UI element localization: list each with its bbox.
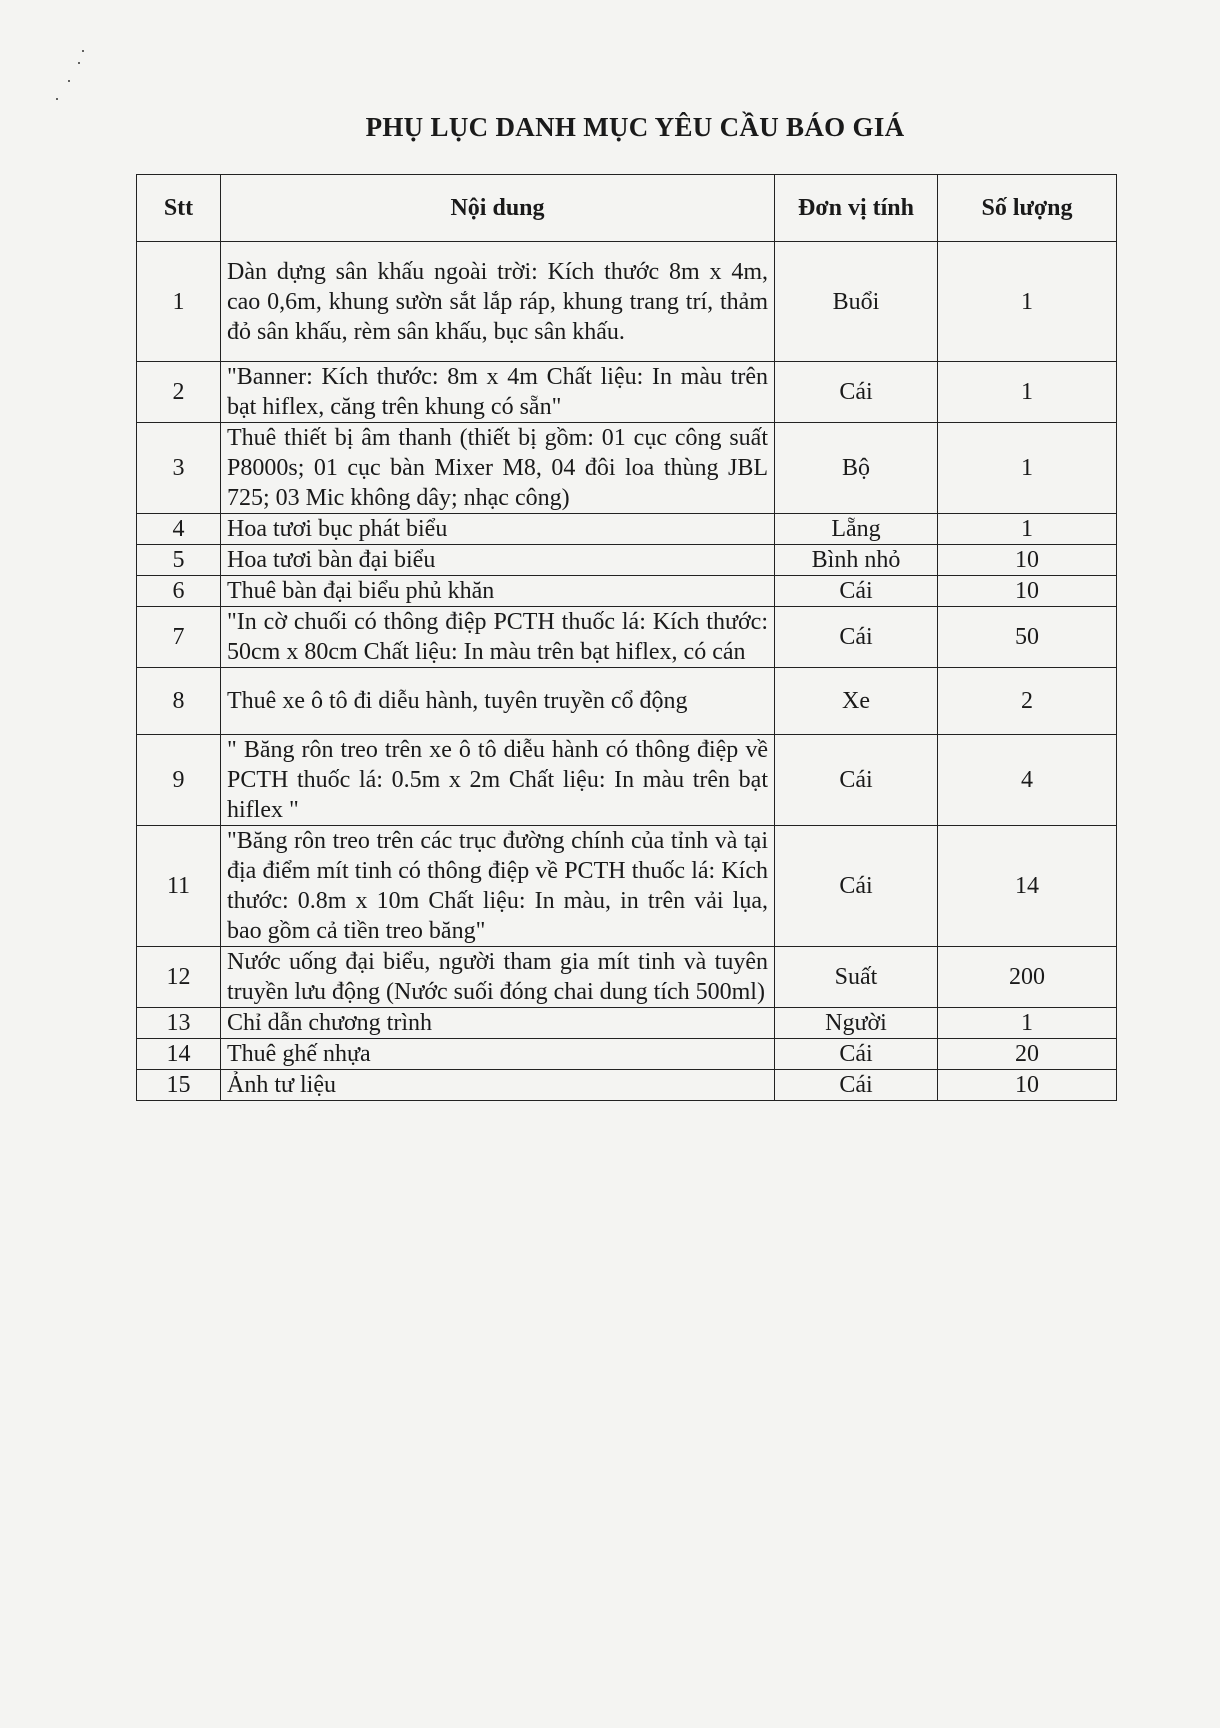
row-content: Nước uống đại biểu, người tham gia mít tinh và tuyên truyền lưu động (Nước suối đóng chai dung tích 500ml) xyxy=(221,947,775,1008)
row-unit: Người xyxy=(775,1008,938,1039)
row-content: "Băng rôn treo trên các trục đường chính của tỉnh và tại địa điểm mít tinh có thông điệp về PCTH thuốc lá: Kích thước: 0.8m x 10m Chất liệu: In màu, in trên vải lụa, bao gồm cả tiền treo băng" xyxy=(221,826,775,947)
row-quantity: 1 xyxy=(938,514,1117,545)
row-quantity: 10 xyxy=(938,545,1117,576)
row-quantity: 10 xyxy=(938,1070,1117,1101)
table-row xyxy=(137,576,1117,607)
table-row xyxy=(137,514,1117,545)
row-stt: 6 xyxy=(137,576,221,607)
row-stt: 14 xyxy=(137,1039,221,1070)
header-stt: Stt xyxy=(137,175,221,242)
row-stt: 13 xyxy=(137,1008,221,1039)
row-content: "Banner: Kích thước: 8m x 4m Chất liệu: In màu trên bạt hiflex, căng trên khung có sẵn" xyxy=(221,362,775,423)
row-content: Dàn dựng sân khấu ngoài trời: Kích thước 8m x 4m, cao 0,6m, khung sườn sắt lắp ráp, khung trang trí, thảm đỏ sân khấu, rèm sân khấu, bục sân khấu. xyxy=(221,242,775,362)
table-row xyxy=(137,1008,1117,1039)
row-quantity: 2 xyxy=(938,668,1117,735)
table-row xyxy=(137,1070,1117,1101)
row-quantity: 200 xyxy=(938,947,1117,1008)
table-row xyxy=(137,362,1117,423)
row-stt: 4 xyxy=(137,514,221,545)
row-stt: 12 xyxy=(137,947,221,1008)
row-stt: 3 xyxy=(137,423,221,514)
row-quantity: 1 xyxy=(938,423,1117,514)
row-unit: Cái xyxy=(775,826,938,947)
row-stt: 8 xyxy=(137,668,221,735)
row-unit: Cái xyxy=(775,362,938,423)
row-content: "In cờ chuối có thông điệp PCTH thuốc lá: Kích thước: 50cm x 80cm Chất liệu: In màu trên bạt hiflex, có cán xyxy=(221,607,775,668)
table-row xyxy=(137,947,1117,1008)
row-unit: Buổi xyxy=(775,242,938,362)
table-row xyxy=(137,545,1117,576)
row-stt: 2 xyxy=(137,362,221,423)
quote-table xyxy=(136,174,1117,1101)
row-unit: Bình nhỏ xyxy=(775,545,938,576)
table-row xyxy=(137,668,1117,735)
row-unit: Xe xyxy=(775,668,938,735)
row-stt: 7 xyxy=(137,607,221,668)
row-unit: Cái xyxy=(775,1070,938,1101)
row-content: Thuê thiết bị âm thanh (thiết bị gồm: 01 cục công suất P8000s; 01 cục bàn Mixer M8, 04 đôi loa thùng JBL 725; 03 Mic không dây; nhạc công) xyxy=(221,423,775,514)
row-unit: Cái xyxy=(775,1039,938,1070)
table-header-row xyxy=(137,175,1117,242)
table-row xyxy=(137,242,1117,362)
row-quantity: 10 xyxy=(938,576,1117,607)
row-stt: 11 xyxy=(137,826,221,947)
table-row xyxy=(137,1039,1117,1070)
row-quantity: 1 xyxy=(938,242,1117,362)
row-stt: 5 xyxy=(137,545,221,576)
row-content: Thuê ghế nhựa xyxy=(221,1039,775,1070)
row-stt: 9 xyxy=(137,735,221,826)
row-quantity: 1 xyxy=(938,1008,1117,1039)
row-content: Thuê bàn đại biểu phủ khăn xyxy=(221,576,775,607)
row-content: Thuê xe ô tô đi diễu hành, tuyên truyền cổ động xyxy=(221,668,775,735)
table-row xyxy=(137,826,1117,947)
scan-specks xyxy=(48,48,88,108)
header-unit: Đơn vị tính xyxy=(775,175,938,242)
row-quantity: 1 xyxy=(938,362,1117,423)
header-quantity: Số lượng xyxy=(938,175,1117,242)
row-content: Chỉ dẫn chương trình xyxy=(221,1008,775,1039)
row-content: Hoa tươi bàn đại biểu xyxy=(221,545,775,576)
row-quantity: 14 xyxy=(938,826,1117,947)
page-title: PHỤ LỤC DANH MỤC YÊU CẦU BÁO GIÁ xyxy=(365,112,905,142)
row-stt: 15 xyxy=(137,1070,221,1101)
row-content: Ảnh tư liệu xyxy=(221,1070,775,1101)
row-unit: Bộ xyxy=(775,423,938,514)
row-unit: Cái xyxy=(775,735,938,826)
row-content: Hoa tươi bục phát biểu xyxy=(221,514,775,545)
row-stt: 1 xyxy=(137,242,221,362)
row-quantity: 20 xyxy=(938,1039,1117,1070)
table-row xyxy=(137,607,1117,668)
row-quantity: 4 xyxy=(938,735,1117,826)
row-unit: Cái xyxy=(775,607,938,668)
row-unit: Suất xyxy=(775,947,938,1008)
row-unit: Cái xyxy=(775,576,938,607)
row-quantity: 50 xyxy=(938,607,1117,668)
row-content: " Băng rôn treo trên xe ô tô diễu hành có thông điệp về PCTH thuốc lá: 0.5m x 2m Chất liệu: In màu trên bạt hiflex " xyxy=(221,735,775,826)
table-row xyxy=(137,735,1117,826)
header-content: Nội dung xyxy=(221,175,775,242)
table-row xyxy=(137,423,1117,514)
row-unit: Lẵng xyxy=(775,514,938,545)
